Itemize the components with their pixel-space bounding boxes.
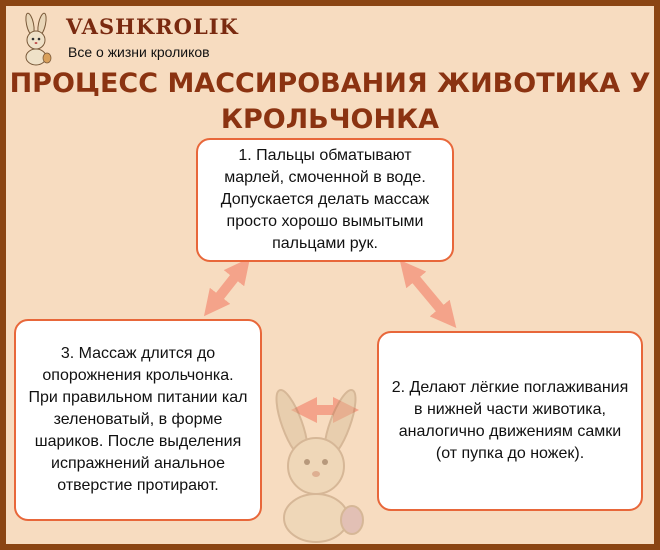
step-box-2 [377, 331, 643, 511]
double-arrow-icon [212, 268, 242, 306]
bunny-watermark-icon [252, 384, 382, 544]
brand-name: VASHKROLIK [66, 14, 239, 39]
page-title: ПРОЦЕСС МАССИРОВАНИЯ ЖИВОТИКА У КРОЛЬЧОНКА [9, 68, 651, 135]
step-text-2: 2. Делают лёгкие поглаживания в нижней части животика, аналогично движениям самки (от пупка до ножек). [391, 379, 629, 462]
rabbit-logo-icon [14, 12, 58, 66]
double-arrow-icon [408, 270, 448, 318]
brand-tagline: Все о жизни кроликов [68, 44, 210, 60]
step-text-1: 1. Пальцы обматывают марлей, смоченной в воде. Допускается делать массаж просто хорошо вымытыми пальцами рук. [220, 147, 430, 252]
step-text-3: 3. Массаж длится до опорожнения крольчонка. При правильном питании кал зеленоватый, в форме шариков. После выделения испражнений анальное отверстие протирают. [28, 345, 248, 494]
step-box-1 [196, 138, 454, 262]
step-box-3 [14, 319, 262, 521]
